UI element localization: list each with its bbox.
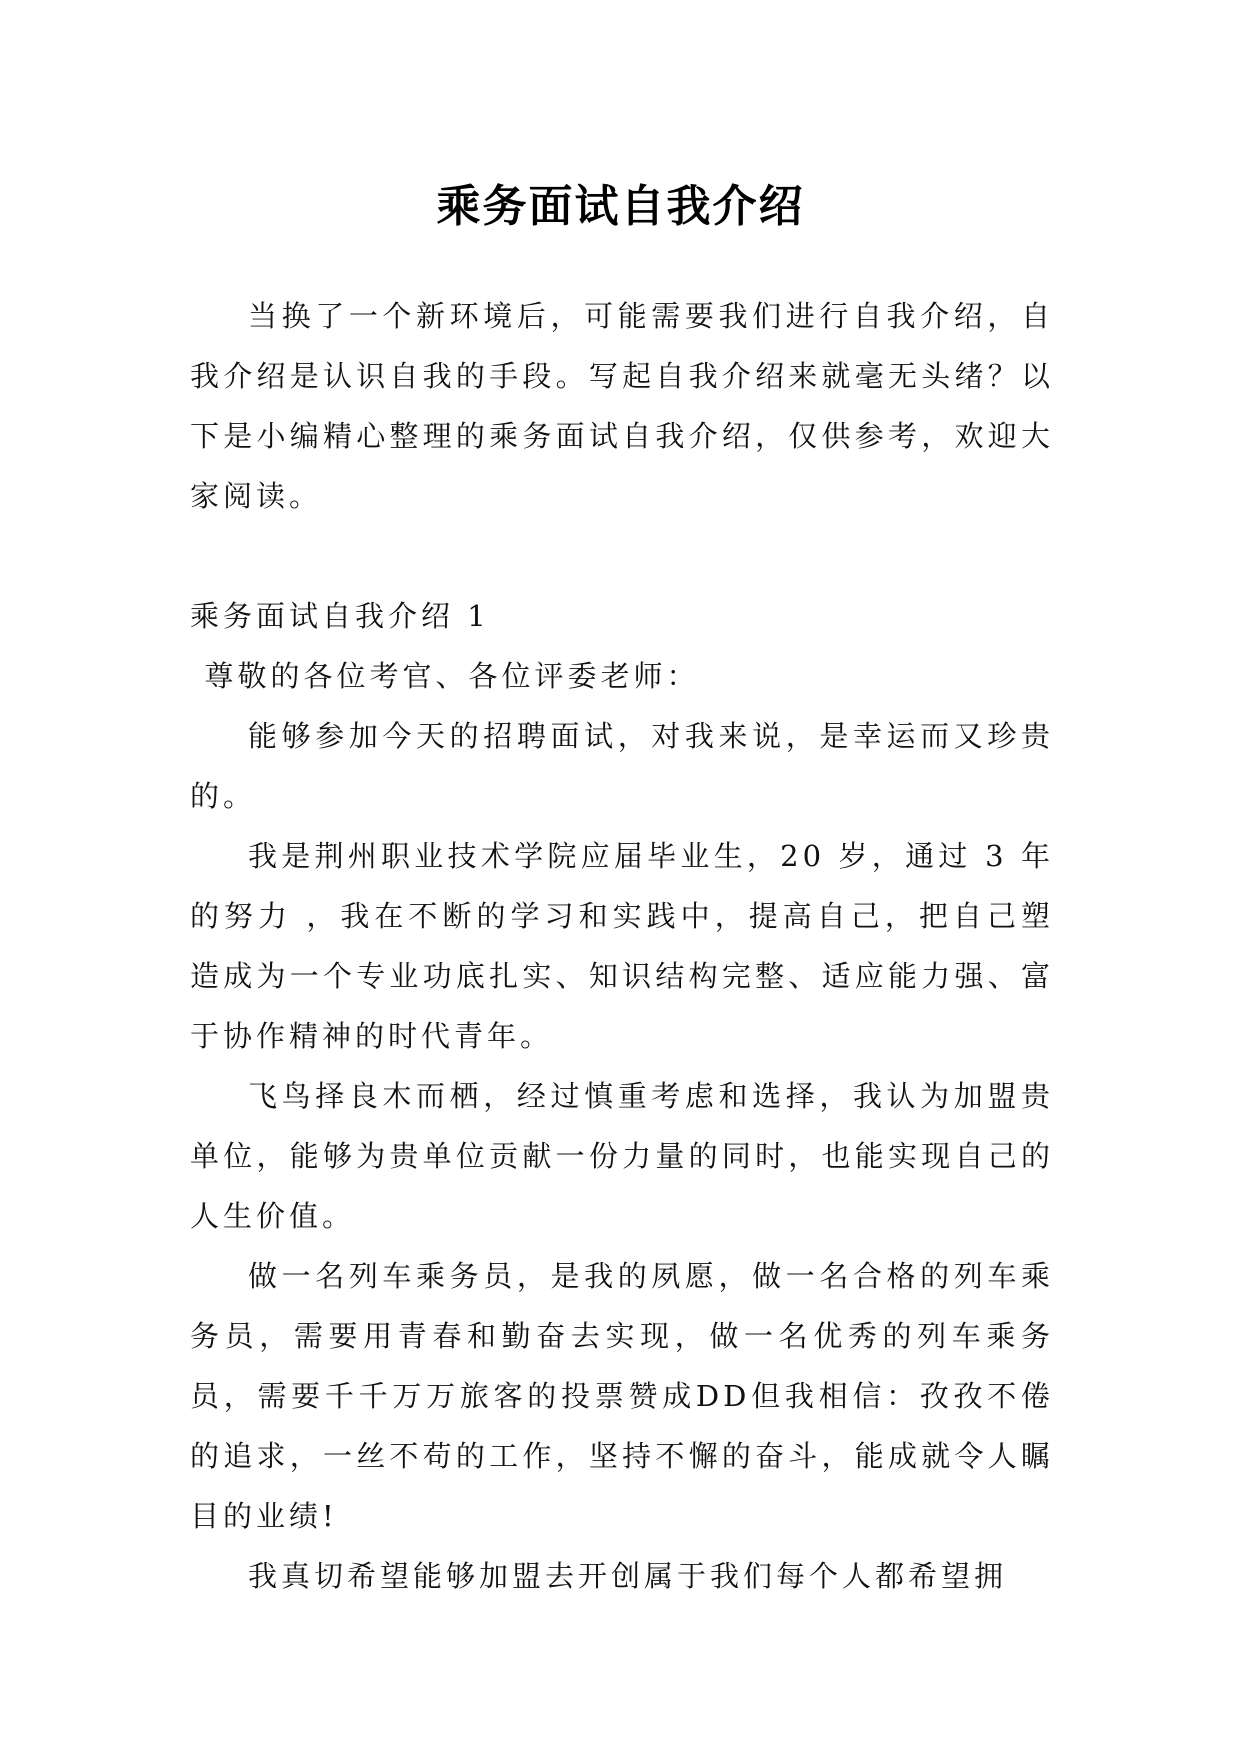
paragraph-gap: [190, 526, 1054, 586]
body-paragraph: 能够参加今天的招聘面试，对我来说，是幸运而又珍贵的。: [190, 719, 1054, 813]
body-paragraph: 我是荆州职业技术学院应届毕业生，20 岁，通过 3 年的努力 ，我在不断的学习和实践中，提高自己，把自己塑造成为一个专业功底扎实、知识结构完整、适应能力强、富于协作精神的时代青年。: [190, 839, 1054, 1053]
body-paragraph: 我真切希望能够加盟去开创属于我们每个人都希望拥: [248, 1559, 1008, 1593]
document-body: [190, 286, 1054, 1606]
intro-paragraph: 当换了一个新环境后，可能需要我们进行自我介绍，自我介绍是认识自我的手段。写起自我介绍来就毫无头绪？以下是小编精心整理的乘务面试自我介绍，仅供参考，欢迎大家阅读。: [190, 299, 1054, 513]
body-paragraph: 做一名列车乘务员，是我的夙愿，做一名合格的列车乘务员，需要用青春和勤奋去实现，做一名优秀的列车乘务员，需要千千万万旅客的投票赞成DD但我相信：孜孜不倦的追求，一丝不苟的工作，坚持不懈的奋斗，能成就令人瞩目的业绩!: [190, 1259, 1054, 1533]
section-heading: 乘务面试自我介绍 1: [190, 599, 490, 633]
salutation: 尊敬的各位考官、各位评委老师：: [204, 659, 700, 693]
document-title: 乘务面试自我介绍: [436, 181, 805, 233]
body-paragraph: 飞鸟择良木而栖，经过慎重考虑和选择，我认为加盟贵单位，能够为贵单位贡献一份力量的同时，也能实现自己的人生价值。: [190, 1079, 1054, 1233]
